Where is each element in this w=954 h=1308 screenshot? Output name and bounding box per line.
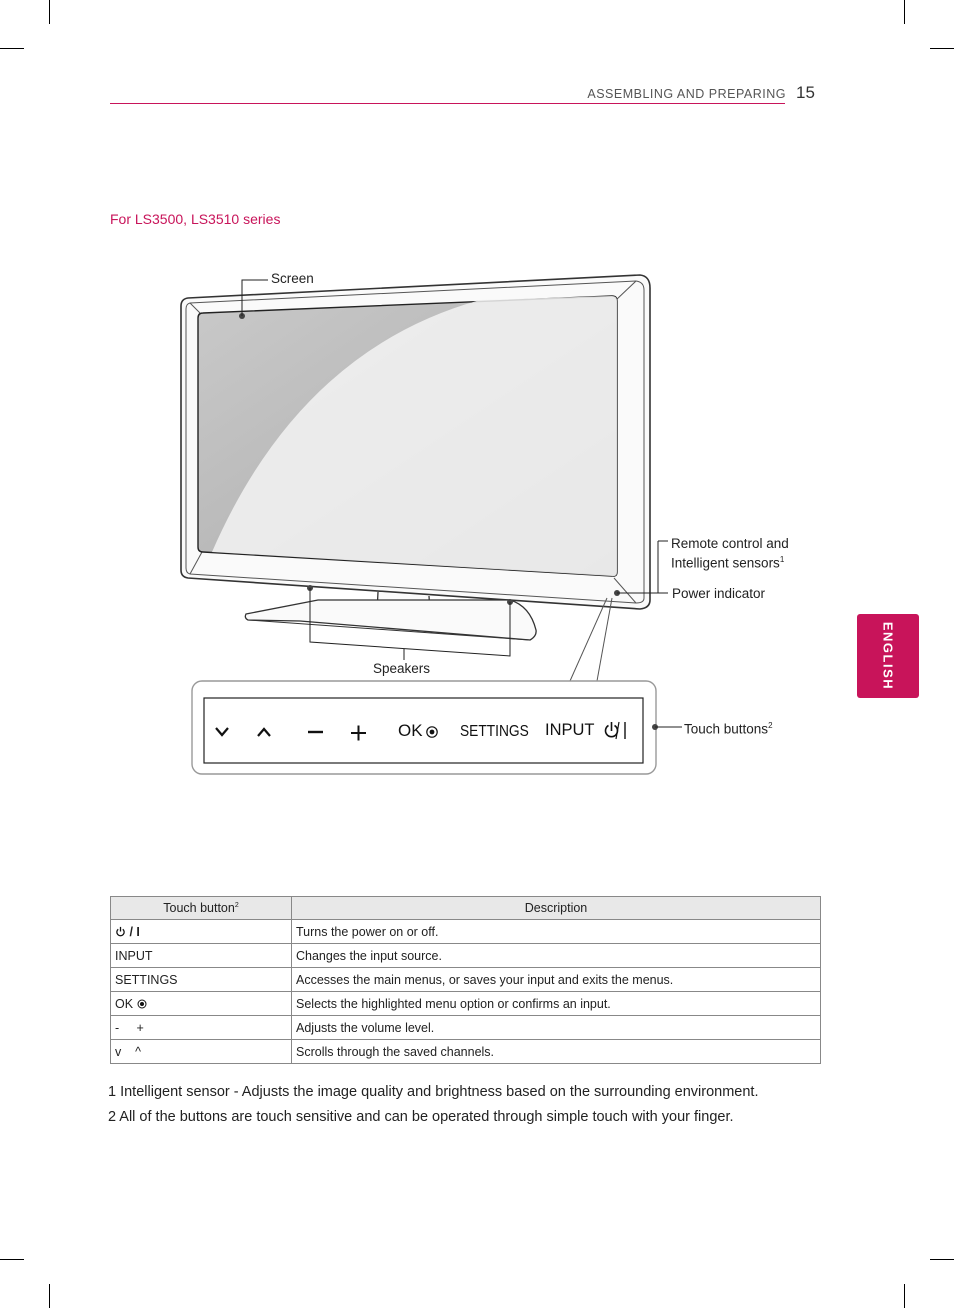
table-row <box>111 1016 821 1040</box>
table-cell-description: Changes the input source. <box>292 944 821 968</box>
table-cell-button: OK <box>111 992 292 1016</box>
table-cell-description: Scrolls through the saved channels. <box>292 1040 821 1064</box>
table-cell-description: Accesses the main menus, or saves your input and exits the menus. <box>292 968 821 992</box>
footnote-1: 1 Intelligent sensor - Adjusts the image quality and brightness based on the surrounding environment. <box>108 1084 759 1100</box>
remote-sensor-line1: Remote control and <box>671 536 789 551</box>
power-icon <box>115 926 126 937</box>
crop-mark <box>930 1259 954 1260</box>
table-cell-description: Selects the highlighted menu option or confirms an input. <box>292 992 821 1016</box>
table-row <box>111 968 821 992</box>
table-cell-description: Turns the power on or off. <box>292 920 821 944</box>
footnote-2: 2 All of the buttons are touch sensitive and can be operated through simple touch with your finger. <box>108 1109 734 1125</box>
table-cell-button: - + <box>111 1016 292 1040</box>
language-tab <box>857 614 919 698</box>
screen-label: Screen <box>271 271 314 286</box>
table-row <box>111 920 821 944</box>
table-cell-button: v ^ <box>111 1040 292 1064</box>
crop-mark <box>49 1284 50 1308</box>
panel-settings-label: SETTINGS <box>460 723 529 740</box>
crop-mark <box>0 48 24 49</box>
footnote-ref-2: 2 <box>768 721 773 730</box>
remote-sensor-line2: Intelligent sensors <box>671 555 780 571</box>
crop-mark <box>0 1259 24 1260</box>
table-cell-button: / I <box>111 920 292 944</box>
touch-buttons-label <box>684 718 773 738</box>
table-header-button: Touch button$^2$ <box>111 897 292 920</box>
panel-ok-label: OK <box>398 721 423 740</box>
crop-mark <box>904 0 905 24</box>
crop-mark <box>49 0 50 24</box>
header-section-title: ASSEMBLING AND PREPARING <box>587 87 786 101</box>
touch-buttons-text: Touch buttons <box>684 721 769 737</box>
remote-sensor-label <box>671 536 789 572</box>
crop-mark <box>904 1284 905 1308</box>
table-header-description: Description <box>292 897 821 920</box>
language-tab-label: ENGLISH <box>880 621 896 691</box>
table-row <box>111 992 821 1016</box>
crop-mark <box>930 48 954 49</box>
footnote-ref-1: 1 <box>779 555 785 564</box>
speakers-label: Speakers <box>373 661 431 676</box>
ok-target-icon <box>137 999 147 1009</box>
table-row <box>111 944 821 968</box>
table-cell-button: SETTINGS <box>111 968 292 992</box>
table-header-row <box>111 897 821 920</box>
header-divider <box>110 103 785 104</box>
table-cell-button: INPUT <box>111 944 292 968</box>
series-label: For LS3500, LS3510 series <box>110 211 281 227</box>
table-row <box>111 1040 821 1064</box>
table-cell-description: Adjusts the volume level. <box>292 1016 821 1040</box>
touch-button-table <box>110 896 821 1064</box>
tv-diagram <box>170 260 690 780</box>
page-number: 15 <box>796 83 815 102</box>
power-indicator-label: Power indicator <box>672 586 766 601</box>
panel-input-label: INPUT <box>545 721 595 739</box>
